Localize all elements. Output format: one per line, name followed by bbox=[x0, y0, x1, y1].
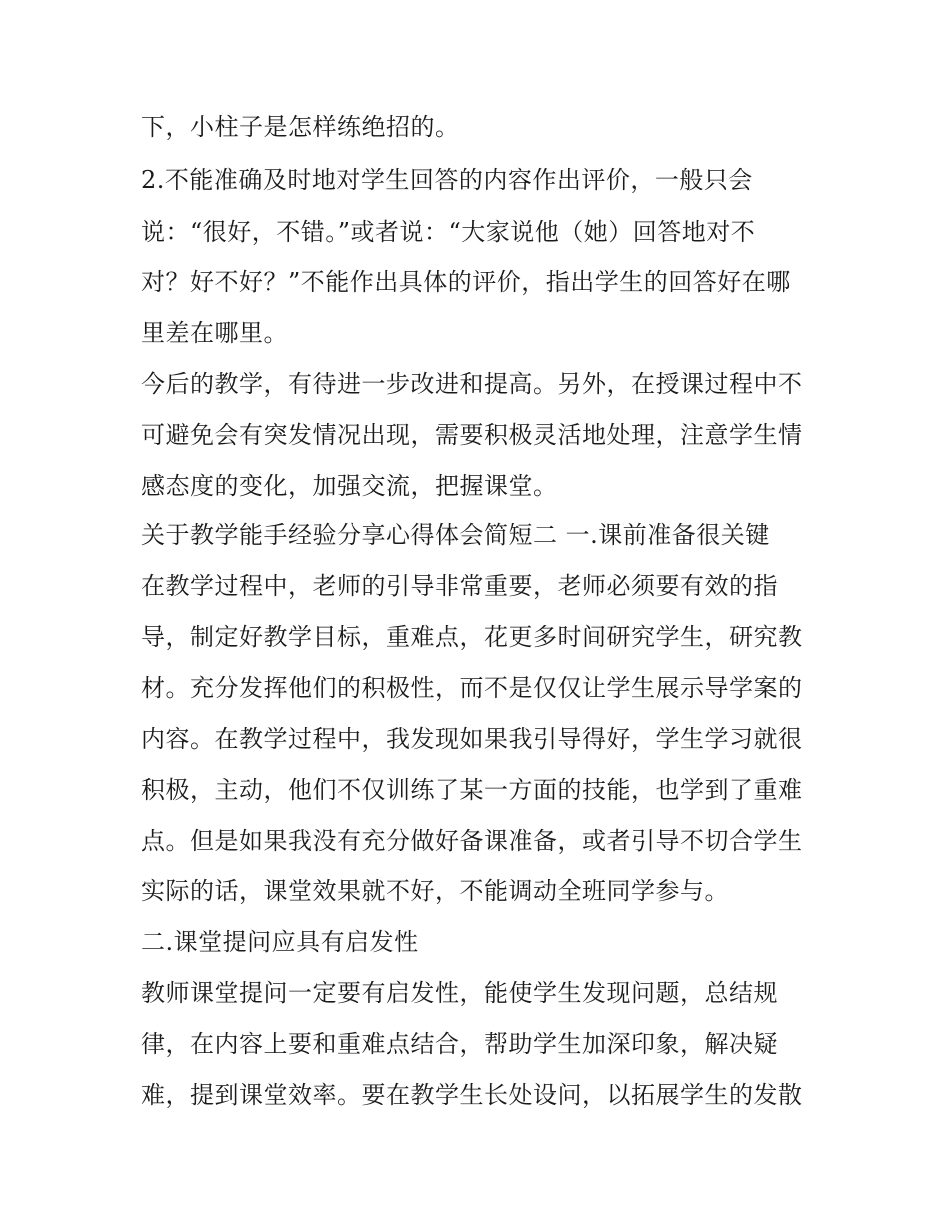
section-heading: 关于教学能手经验分享心得体会简短二 一.课前准备很关键 bbox=[141, 521, 770, 549]
text-line: 难，提到课堂效率。要在教学生长处设问，以拓展学生的发散 bbox=[141, 1081, 803, 1109]
text-line: 2.不能准确及时地对学生回答的内容作出评价，一般只会 bbox=[141, 166, 753, 194]
text-line: 在教学过程中，老师的引导非常重要，老师必须要有效的指 bbox=[141, 572, 778, 600]
text-line: 今后的教学，有待进一步改进和提高。另外，在授课过程中不 bbox=[141, 370, 803, 398]
text-line: 对？好不好？”不能作出具体的评价，指出学生的回答好在哪 bbox=[141, 268, 791, 296]
text-line: 律，在内容上要和重难点结合，帮助学生加深印象，解决疑 bbox=[141, 1030, 778, 1058]
section-heading: 二.课堂提问应具有启发性 bbox=[141, 928, 419, 956]
text-line: 可避免会有突发情况出现，需要积极灵活地处理，注意学生情 bbox=[141, 421, 803, 449]
text-line: 教师课堂提问一定要有启发性，能使学生发现问题，总结规 bbox=[141, 979, 778, 1007]
text-line: 感态度的变化，加强交流，把握课堂。 bbox=[141, 472, 558, 500]
text-line: 说：“很好，不错。”或者说：“大家说他（她）回答地对不 bbox=[141, 218, 756, 246]
text-line: 点。但是如果我没有充分做好备课准备，或者引导不切合学生 bbox=[141, 827, 803, 855]
text-line: 积极，主动，他们不仅训练了某一方面的技能，也学到了重难 bbox=[141, 776, 803, 804]
text-line: 导，制定好教学目标，重难点，花更多时间研究学生，研究教 bbox=[141, 623, 803, 651]
text-line: 内容。在教学过程中，我发现如果我引导得好，学生学习就很 bbox=[141, 725, 803, 753]
text-line: 材。充分发挥他们的积极性，而不是仅仅让学生展示导学案的 bbox=[141, 674, 803, 702]
text-line: 里差在哪里。 bbox=[141, 319, 288, 347]
text-line: 实际的话，课堂效果就不好，不能调动全班同学参与。 bbox=[141, 877, 729, 905]
text-line: 下，小柱子是怎样练绝招的。 bbox=[141, 113, 460, 141]
